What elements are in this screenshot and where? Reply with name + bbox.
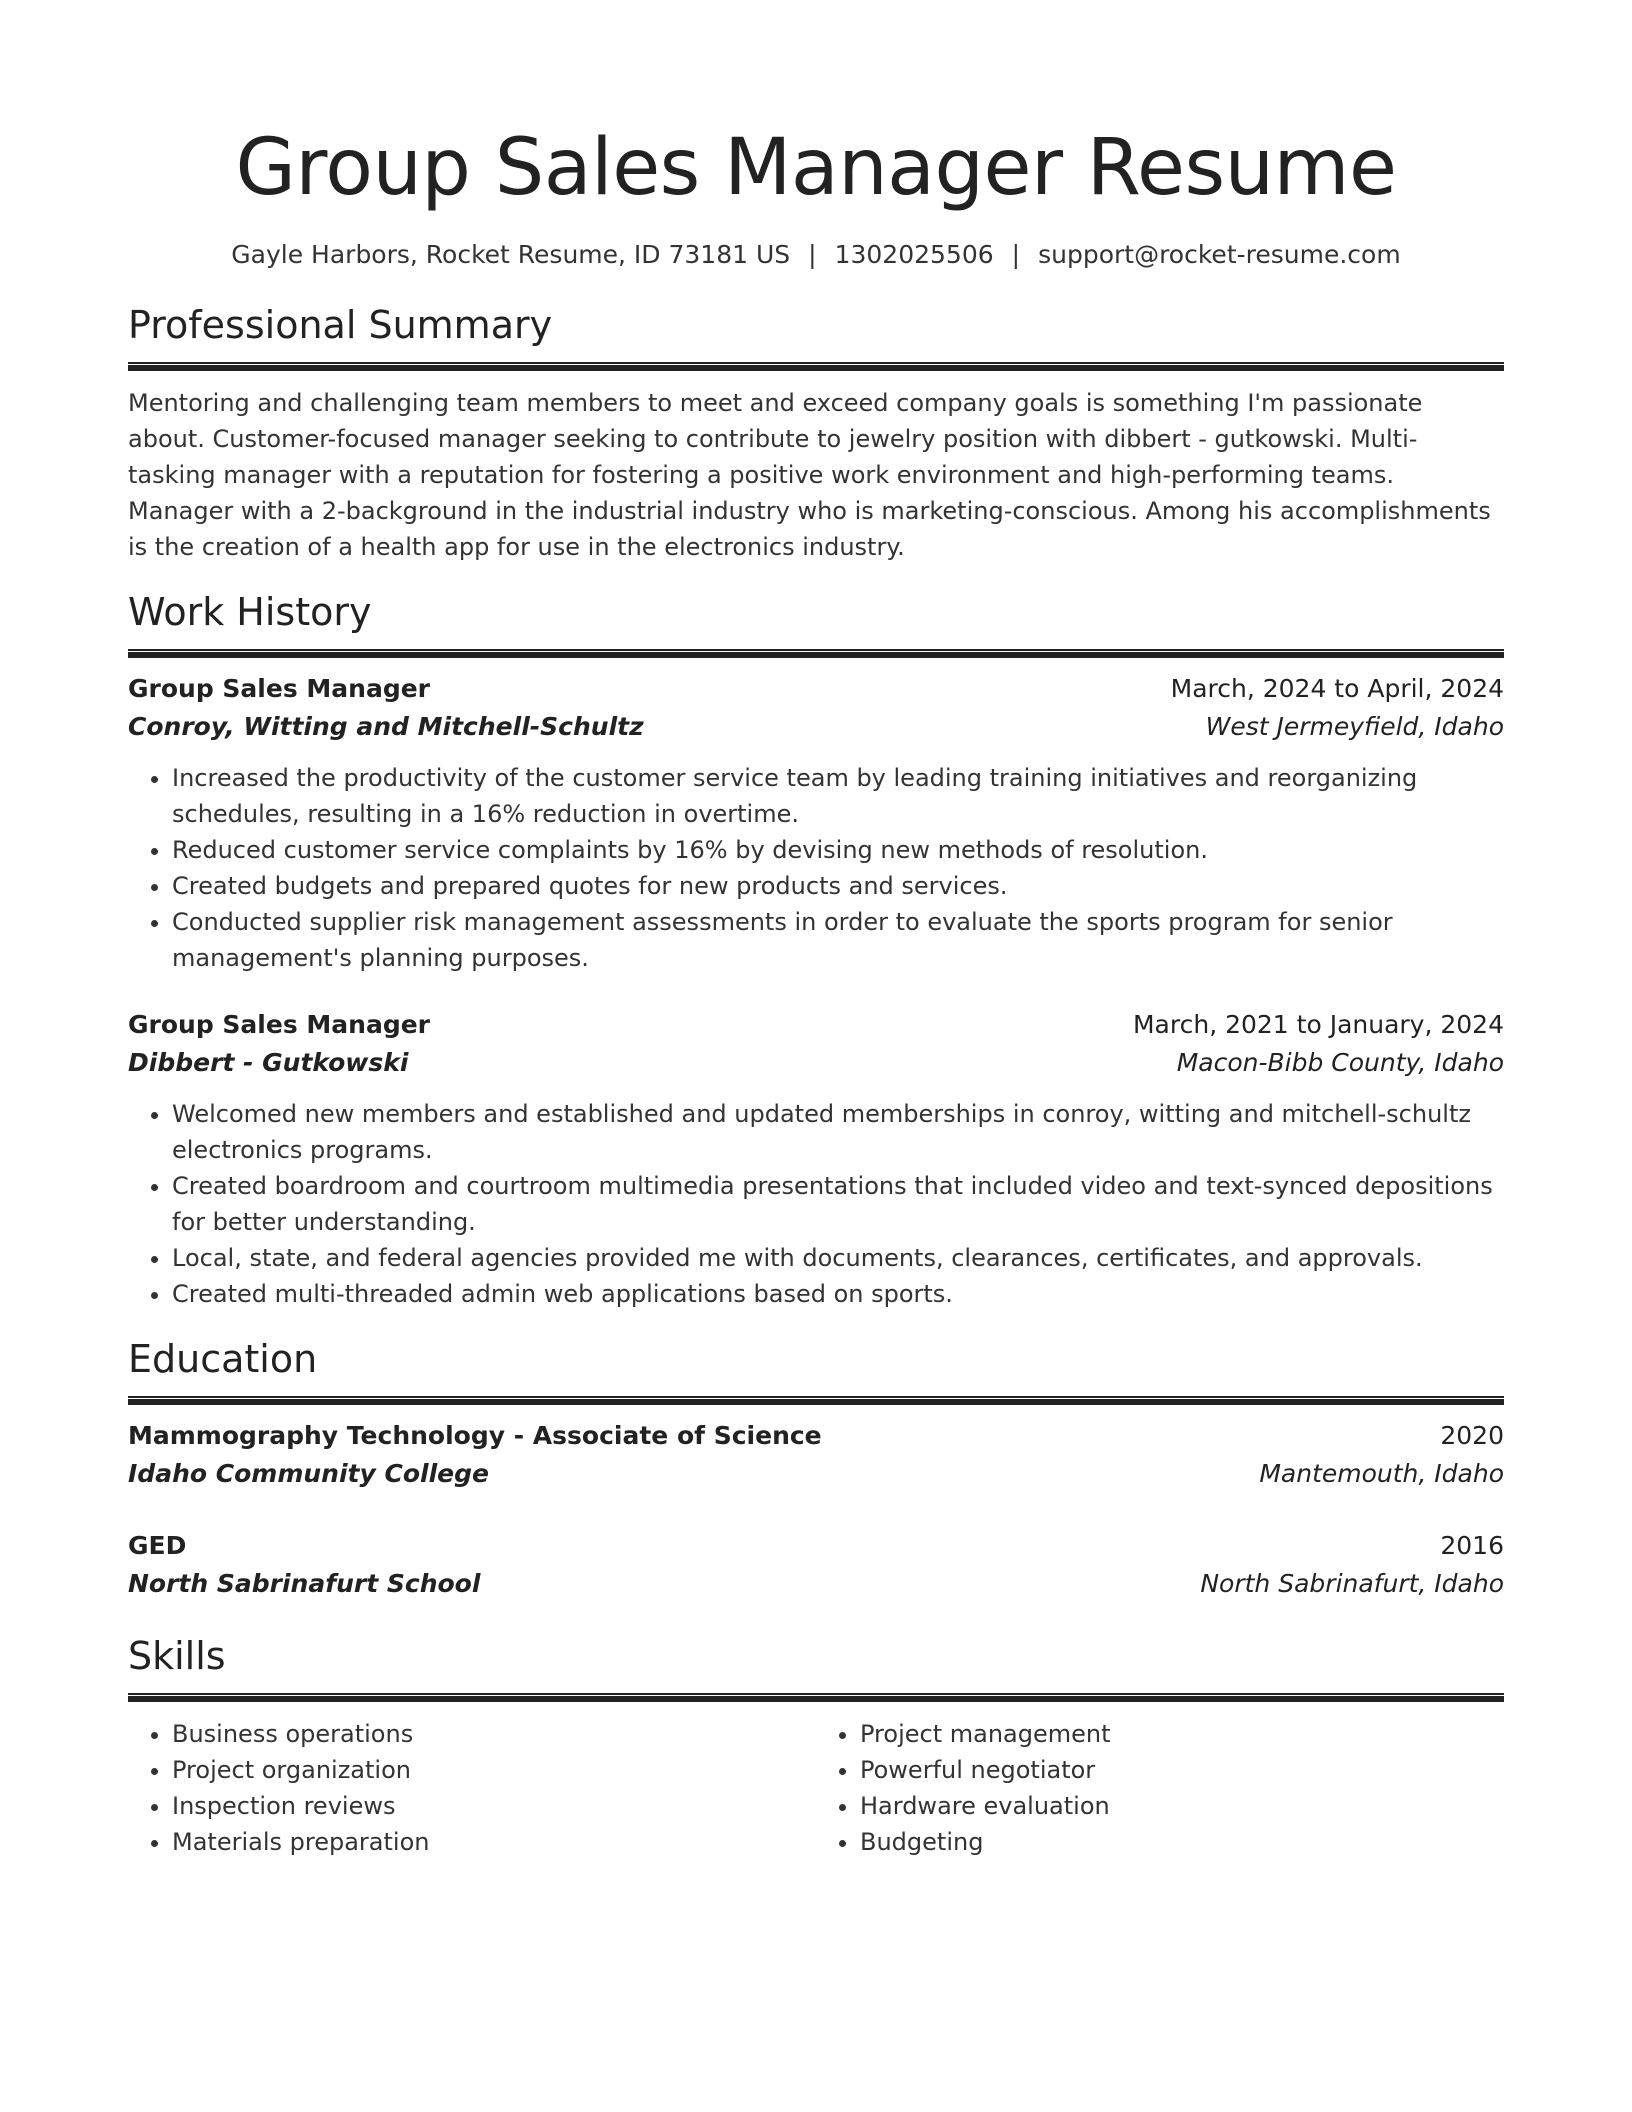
- education-school: Idaho Community College: [128, 1459, 489, 1488]
- skill-item: • Budgeting: [860, 1824, 1504, 1860]
- education-header-row: [128, 1527, 1504, 1565]
- education-school-row: [128, 1455, 1504, 1493]
- skills-list: [816, 1716, 1504, 1860]
- skill-item: • Project organization: [172, 1752, 816, 1788]
- skills-column-right: [816, 1716, 1504, 1860]
- contact-address: Gayle Harbors, Rocket Resume, ID 73181 US: [231, 240, 791, 269]
- job-bullet: • Reduced customer service complaints by 16% by devising new methods of resolution.: [172, 832, 1504, 868]
- contact-email: support@rocket-resume.com: [1038, 240, 1401, 269]
- skill-item: • Project management: [860, 1716, 1504, 1752]
- job-company-row: [128, 708, 1504, 746]
- job-dates: March, 2024 to April, 2024: [1170, 674, 1504, 703]
- education-section: [128, 1334, 1504, 1603]
- summary-text: Mentoring and challenging team members to meet and exceed company goals is something I'm passionate about. Customer-focused manager seeking to contribute to jewelry position with dibbert - gutkowski. Multi-tasking manager with a reputation for fostering a positive work environment and high-performing teams. Manager with a 2-background in the industrial industry who is marketing-conscious. Among his accomplishments is the creation of a health app for use in the electronics industry.: [128, 389, 1491, 561]
- job-bullet: • Created budgets and prepared quotes for new products and services.: [172, 868, 1504, 904]
- contact-separator: |: [808, 240, 817, 269]
- education-year: 2016: [1440, 1531, 1504, 1560]
- summary-section: [128, 300, 1504, 565]
- skill-item: • Powerful negotiator: [860, 1752, 1504, 1788]
- job-bullet: • Increased the productivity of the customer service team by leading training initiatives and reorganizing schedules, resulting in a 16% reduction in overtime.: [172, 760, 1504, 832]
- job-company-row: [128, 1044, 1504, 1082]
- job-bullet: • Welcomed new members and established and updated memberships in conroy, witting and mitchell-schultz electronics programs.: [172, 1096, 1504, 1168]
- education-location: Mantemouth, Idaho: [1259, 1459, 1504, 1488]
- skills-column-left: [128, 1716, 816, 1860]
- skills-section: [128, 1631, 1504, 1860]
- skill-item: • Materials preparation: [172, 1824, 816, 1860]
- job-location: West Jermeyfield, Idaho: [1205, 712, 1504, 741]
- job-bullet: • Conducted supplier risk management assessments in order to evaluate the sports program for senior management's planning purposes.: [172, 904, 1504, 976]
- section-heading-education: Education: [128, 1337, 318, 1381]
- section-heading-skills: Skills: [128, 1634, 226, 1678]
- contact-line: [128, 238, 1504, 272]
- job-bullet: • Created multi-threaded admin web applications based on sports.: [172, 1276, 1504, 1312]
- resume-title: Group Sales Manager Resume: [235, 123, 1397, 213]
- section-divider: [128, 362, 1504, 371]
- job-company: Conroy, Witting and Mitchell-Schultz: [128, 712, 644, 741]
- section-divider: [128, 649, 1504, 658]
- job-company: Dibbert - Gutkowski: [128, 1048, 409, 1077]
- job-entry: [128, 670, 1504, 976]
- job-bullets: [128, 760, 1504, 976]
- education-school-row: [128, 1565, 1504, 1603]
- contact-separator: |: [1011, 240, 1021, 269]
- education-year: 2020: [1440, 1421, 1504, 1450]
- job-bullet: • Created boardroom and courtroom multimedia presentations that included video and text-synced depositions for better understanding.: [172, 1168, 1504, 1240]
- education-degree: Mammography Technology - Associate of Science: [128, 1421, 822, 1450]
- skills-grid: [128, 1716, 1504, 1860]
- job-header-row: [128, 670, 1504, 708]
- job-title: Group Sales Manager: [128, 674, 431, 703]
- section-heading-summary: Professional Summary: [128, 303, 553, 347]
- education-school: North Sabrinafurt School: [128, 1569, 481, 1598]
- job-title: Group Sales Manager: [128, 1010, 431, 1039]
- job-bullet: • Local, state, and federal agencies provided me with documents, clearances, certificates, and approvals.: [172, 1240, 1504, 1276]
- education-header-row: [128, 1417, 1504, 1455]
- section-divider: [128, 1693, 1504, 1702]
- job-location: Macon-Bibb County, Idaho: [1176, 1048, 1504, 1077]
- education-degree: GED: [128, 1531, 187, 1560]
- education-entry: [128, 1417, 1504, 1493]
- skill-item: • Business operations: [172, 1716, 816, 1752]
- education-location: North Sabrinafurt, Idaho: [1200, 1569, 1504, 1598]
- section-heading-work-history: Work History: [128, 590, 372, 634]
- section-divider: [128, 1396, 1504, 1405]
- work-history-section: [128, 587, 1504, 1312]
- job-entry: [128, 1006, 1504, 1312]
- job-header-row: [128, 1006, 1504, 1044]
- job-dates: March, 2021 to January, 2024: [1132, 1010, 1504, 1039]
- job-bullets: [128, 1096, 1504, 1312]
- education-entry: [128, 1527, 1504, 1603]
- skills-list: [128, 1716, 816, 1860]
- skill-item: • Inspection reviews: [172, 1788, 816, 1824]
- contact-phone: 1302025506: [834, 240, 994, 269]
- skill-item: • Hardware evaluation: [860, 1788, 1504, 1824]
